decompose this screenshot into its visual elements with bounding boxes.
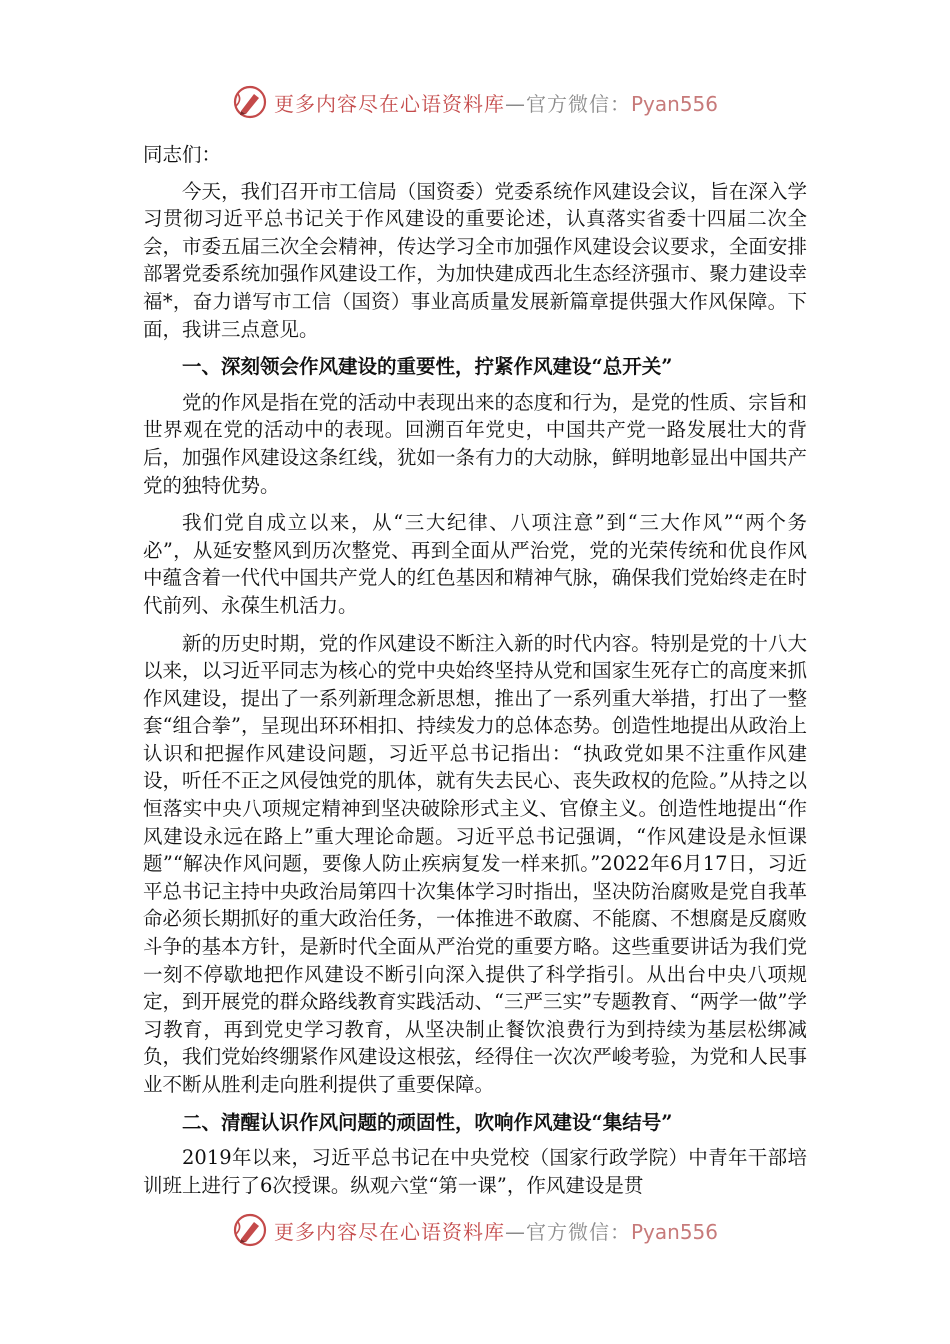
banner-text <box>274 1216 718 1245</box>
footer-banner <box>0 1208 950 1252</box>
pen-logo-icon <box>232 84 268 120</box>
banner-brand: 更多内容尽在心语资料库 <box>273 1219 505 1244</box>
banner-wechat-id: Pyan556 <box>630 1219 718 1244</box>
intro-paragraph: 今天，我们召开市工信局（国资委）党委系统作风建设会议，旨在深入学习贯彻习近平总书记关于作风建设的重要论述，认真落实省委十四届二次全会，市委五届三次全会精神，传达学习全市加强作风建设会议要求，全面安排部署党委系统加强作风建设工作，为加快建成西北生态经济强市、聚力建设幸福*，奋力谱写市工信（国资）事业高质量发展新篇章提供强大作风保障。下面，我讲三点意见。 <box>143 179 807 341</box>
section-1-heading: 一、深刻领会作风建设的重要性，拧紧作风建设“总开关” <box>182 355 673 379</box>
document-body <box>143 141 807 1209</box>
banner-wechat-label: 官方微信： <box>525 91 631 116</box>
section-1-paragraph-3: 新的历史时期，党的作风建设不断注入新的时代内容。特别是党的十八大以来，以习近平同志为核心的党中央始终坚持从党和国家生死存亡的高度来抓作风建设，提出了一系列新理念新思想，推出了一系列重大举措，打出了一整套“组合拳”，呈现出环环相扣、持续发力的总体态势。创造性地提出从政治上认识和把握作风建设问题，习近平总书记指出：“执政党如果不注重作风建设，听任不正之风侵蚀党的肌体，就有失去民心、丧失政权的危险。”从持之以恒落实中央八项规定精神到坚决破除形式主义、官僚主义。创造性地提出“作风建设永远在路上”重大理论命题。习近平总书记强调，“作风建设是永恒课题”“解决作风问题，要像人防止疾病复发一样来抓。”2022年6月17日，习近平总书记主持中央政治局第四十次集体学习时指出，坚决防治腐败是党自我革命必须长期抓好的重大政治任务，一体推进不敢腐、不能腐、不想腐是反腐败斗争的基本方针，是新时代全面从严治党的重要方略。这些重要讲话为我们党一刻不停歇地把作风建设不断引向深入提供了科学指引。从出台中央八项规定，到开展党的群众路线教育实践活动、“三严三实”专题教育、“两学一做”学习教育，再到党史学习教育，从坚决制止餐饮浪费行为到持续为基层松绑减负，我们党始终绷紧作风建设这根弦，经得住一次次严峻考验，为党和人民事业不断从胜利走向胜利提供了重要保障。 <box>143 631 807 1096</box>
section-2-heading: 二、清醒认识作风问题的顽固性，吹响作风建设“集结号” <box>182 1110 673 1134</box>
banner-wechat-label: 官方微信： <box>525 1219 631 1244</box>
section-1-paragraph-1: 党的作风是指在党的活动中表现出来的态度和行为，是党的性质、宗旨和世界观在党的活动中的表现。回溯百年党史，中国共产党一路发展壮大的背后，加强作风建设这条红线，犹如一条有力的大动脉，鲜明地彰显出中国共产党的独特优势。 <box>143 390 807 497</box>
section-1-paragraph-2: 我们党自成立以来，从“三大纪律、八项注意”到“三大作风”“两个务必”，从延安整风到历次整党、再到全面从严治党，党的光荣传统和优良作风中蕴含着一代代中国共产党人的红色基因和精神气脉，确保我们党始终走在时代前列、永葆生机活力。 <box>143 511 807 617</box>
header-banner <box>0 80 950 124</box>
banner-text <box>274 88 718 117</box>
banner-wechat-id: Pyan556 <box>630 91 718 116</box>
pen-logo-icon <box>232 1212 268 1248</box>
salutation: 同志们： <box>143 143 222 166</box>
banner-brand: 更多内容尽在心语资料库 <box>273 91 505 116</box>
section-2-paragraph-1: 2019年以来，习近平总书记在中央党校（国家行政学院）中青年干部培训班上进行了6次授课。纵观六堂“第一课”，作风建设是贯 <box>143 1146 807 1197</box>
banner-separator: — <box>504 1219 526 1244</box>
banner-separator: — <box>504 91 526 116</box>
